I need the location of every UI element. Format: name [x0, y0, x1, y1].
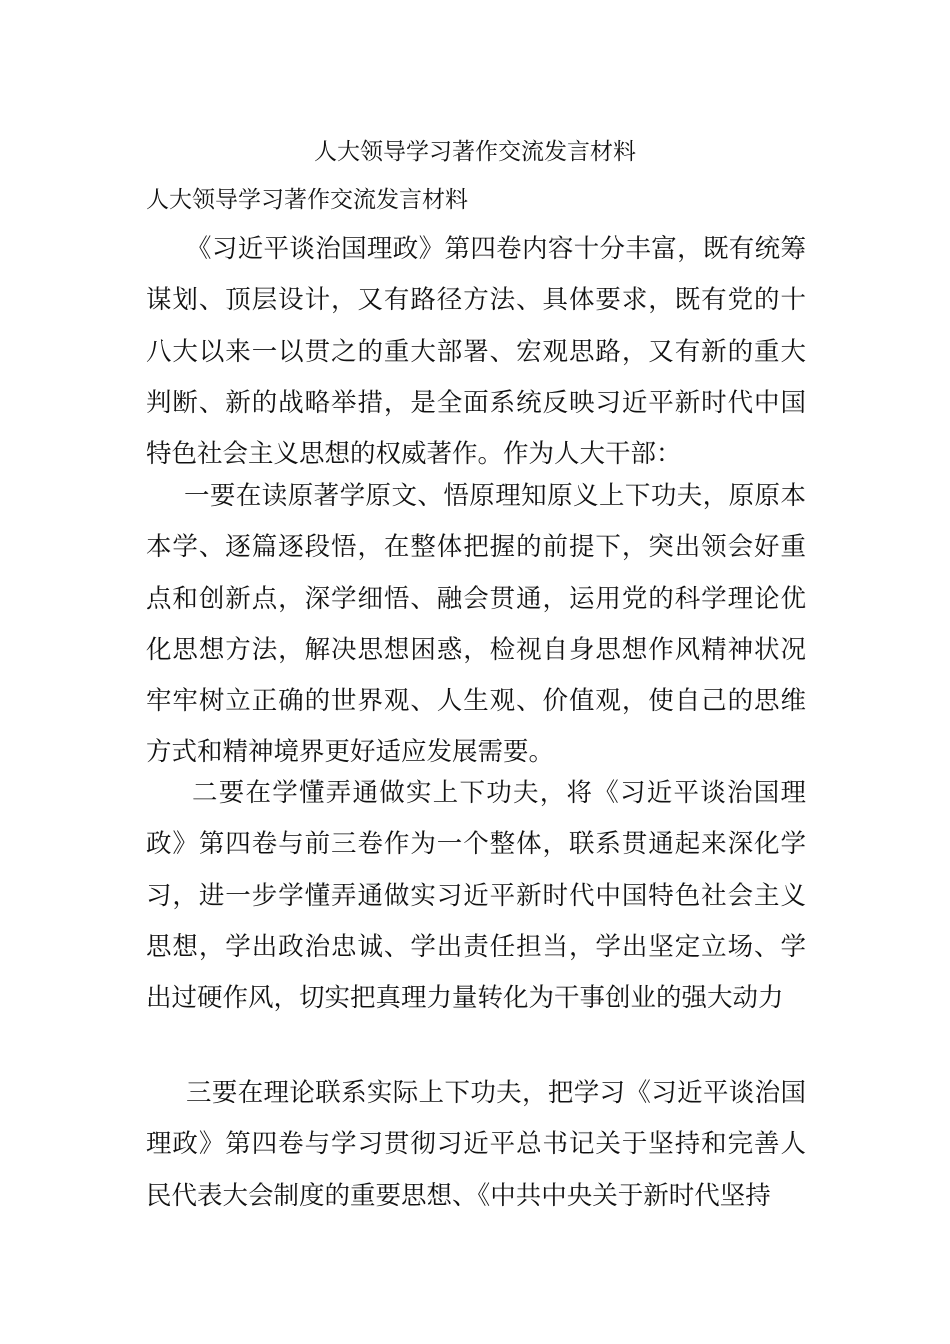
paragraph-intro: 《习近平谈治国理政》第四卷内容十分丰富，既有统筹谋划、顶层设计，又有路径方法、具体要求，既有党的十八大以来一以贯之的重大部署、宏观思路，又有新的重大判断、新的战略举措，是全面系统反映习近平新时代中国特色社会主义思想的权威著作。作为人大干部：: [146, 234, 806, 470]
document-subtitle: 人大领导学习著作交流发言材料: [146, 187, 468, 213]
document-title: 人大领导学习著作交流发言材料: [314, 139, 636, 165]
paragraph-first-point: 一要在读原著学原文、悟原理知原义上下功夫，原原本本学、逐篇逐段悟，在整体把握的前提下，突出领会好重点和创新点，深学细悟、融会贯通，运用党的科学理论优化思想方法，解决思想困惑，检视自身思想作风精神状况牢牢树立正确的世界观、人生观、价值观，使自己的思维方式和精神境界更好适应发展需要。: [146, 481, 806, 768]
paragraph-third-point: 三要在理论联系实际上下功夫，把学习《习近平谈治国理政》第四卷与学习贯彻习近平总书记关于坚持和完善人民代表大会制度的重要思想、《中共中央关于新时代坚持: [146, 1078, 806, 1211]
paragraph-second-point: 二要在学懂弄通做实上下功夫，将《习近平谈治国理政》第四卷与前三卷作为一个整体，联系贯通起来深化学习，进一步学懂弄通做实习近平新时代中国特色社会主义思想，学出政治忠诚、学出责任担当，学出坚定立场、学出过硬作风，切实把真理力量转化为干事创业的强大动力: [146, 778, 806, 1014]
